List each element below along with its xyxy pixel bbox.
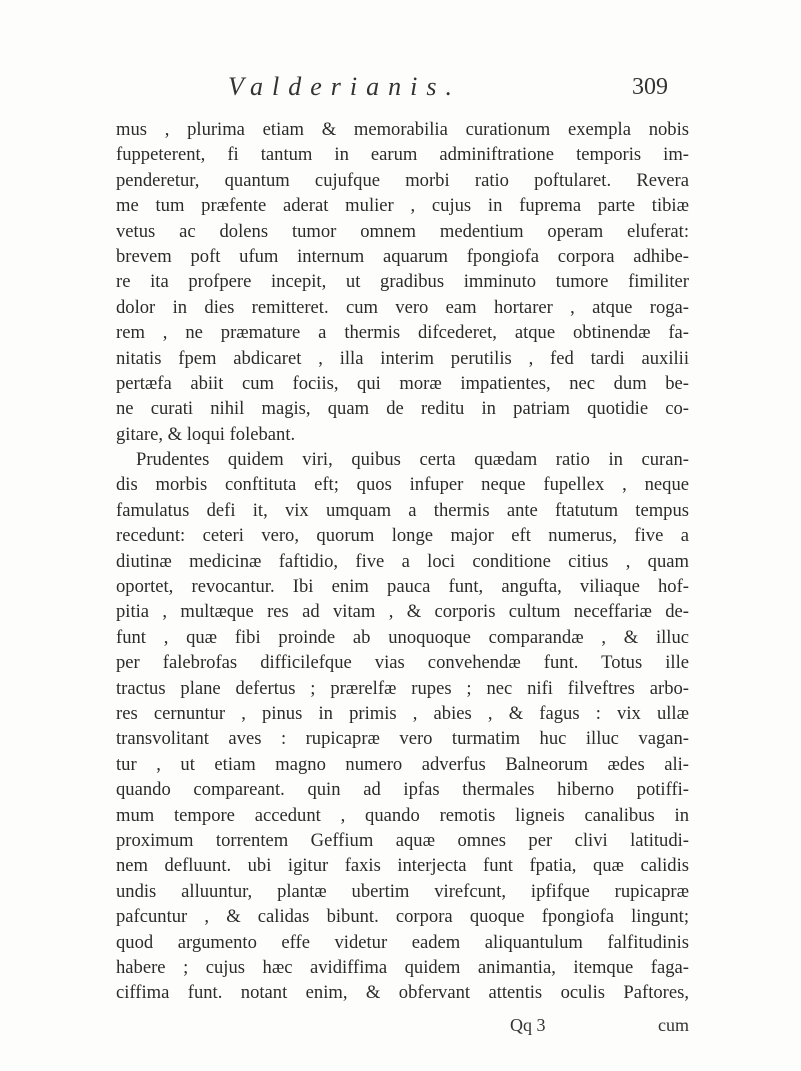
text-line: dolor in dies remitteret. cum vero eam hortarer , atque roga- bbox=[116, 296, 689, 318]
text-line: funt , quæ fibi proinde ab unoquoque comparandæ , & illuc bbox=[116, 626, 689, 648]
text-line: rem , ne præmature a thermis difcederet, atque obtinendæ fa- bbox=[116, 322, 689, 344]
text-line: pertæfa abiit cum fociis, qui moræ impatientes, nec dum be- bbox=[116, 372, 689, 394]
text-line: quod argumento effe videtur eadem aliquantulum falfitudinis bbox=[116, 931, 689, 953]
text-line: nitatis fpem abdicaret , illa interim perutilis , fed tardi auxilii bbox=[116, 347, 689, 369]
text-line: oportet, revocantur. Ibi enim pauca funt, angufta, viliaque hof- bbox=[116, 576, 689, 598]
text-line: pitia , multæque res ad vitam , & corporis cultum neceffariæ de- bbox=[116, 601, 689, 623]
page-number: 309 bbox=[632, 74, 668, 100]
text-line: re ita profpere incepit, ut gradibus imminuto tumore fimiliter bbox=[116, 271, 689, 293]
text-line: per falebrofas difficilefque vias convehendæ funt. Totus ille bbox=[116, 652, 689, 674]
text-line: famulatus defi it, vix umquam a thermis ante ftatutum tempus bbox=[116, 499, 689, 521]
text-line: pafcuntur , & calidas bibunt. corpora quoque fpongiofa lingunt; bbox=[116, 906, 689, 928]
catchword: cum bbox=[658, 1015, 689, 1035]
text-line: me tum præfente aderat mulier , cujus in fuprema parte tibiæ bbox=[116, 195, 689, 217]
text-line: nem defluunt. ubi igitur faxis interjecta funt fpatia, quæ calidis bbox=[116, 855, 689, 877]
body-text bbox=[116, 117, 689, 1006]
text-line: Prudentes quidem viri, quibus certa quædam ratio in curan- bbox=[136, 449, 689, 471]
text-line: habere ; cujus hæc avidiffima quidem animantia, itemque faga- bbox=[116, 956, 689, 978]
text-line: fuppeterent, fi tantum in earum adminiftratione temporis im- bbox=[116, 144, 689, 166]
text-line: gitare, & loqui folebant. bbox=[116, 423, 296, 445]
signature-mark: Qq 3 bbox=[510, 1015, 546, 1035]
text-line: dis morbis conftituta eft; quos infuper neque fupellex , neque bbox=[116, 474, 689, 496]
text-line: tractus plane defertus ; prærelfæ rupes ; nec nifi filveftres arbo- bbox=[116, 677, 689, 699]
text-line: vetus ac dolens tumor omnem medentium operam eluferat: bbox=[116, 220, 689, 242]
running-head bbox=[228, 70, 668, 110]
text-line: quando compareant. quin ad ipfas thermales hiberno potiffi- bbox=[116, 779, 689, 801]
running-title: Valderianis. bbox=[228, 72, 461, 101]
text-line: proximum torrentem Geffium aquæ omnes per clivi latitudi- bbox=[116, 829, 689, 851]
text-line: transvolitant aves : rupicapræ vero turmatim huc illuc vagan- bbox=[116, 728, 689, 750]
text-line: ne curati nihil magis, quam de reditu in patriam quotidie co- bbox=[116, 398, 689, 420]
text-line: diutinæ medicinæ faftidio, five a loci conditione citius , quam bbox=[116, 550, 689, 572]
text-line: ciffima funt. notant enim, & obfervant attentis oculis Paftores, bbox=[116, 982, 689, 1004]
text-line: recedunt: ceteri vero, quorum longe major eft numerus, five a bbox=[116, 525, 689, 547]
text-line: undis alluuntur, plantæ ubertim virefcunt, ipfifque rupicapræ bbox=[116, 880, 689, 902]
text-line: res cernuntur , pinus in primis , abies , & fagus : vix ullæ bbox=[116, 702, 689, 724]
text-line: tur , ut etiam magno numero adverfus Balneorum ædes ali- bbox=[116, 753, 689, 775]
text-line: penderetur, quantum cujufque morbi ratio poftularet. Revera bbox=[116, 169, 689, 191]
text-line: brevem poft ufum internum aquarum fpongiofa corpora adhibe- bbox=[116, 245, 689, 267]
text-line: mum tempore accedunt , quando remotis ligneis canalibus in bbox=[116, 804, 689, 826]
page-footer bbox=[116, 1015, 689, 1041]
text-line: mus , plurima etiam & memorabilia curationum exempla nobis bbox=[116, 119, 689, 140]
